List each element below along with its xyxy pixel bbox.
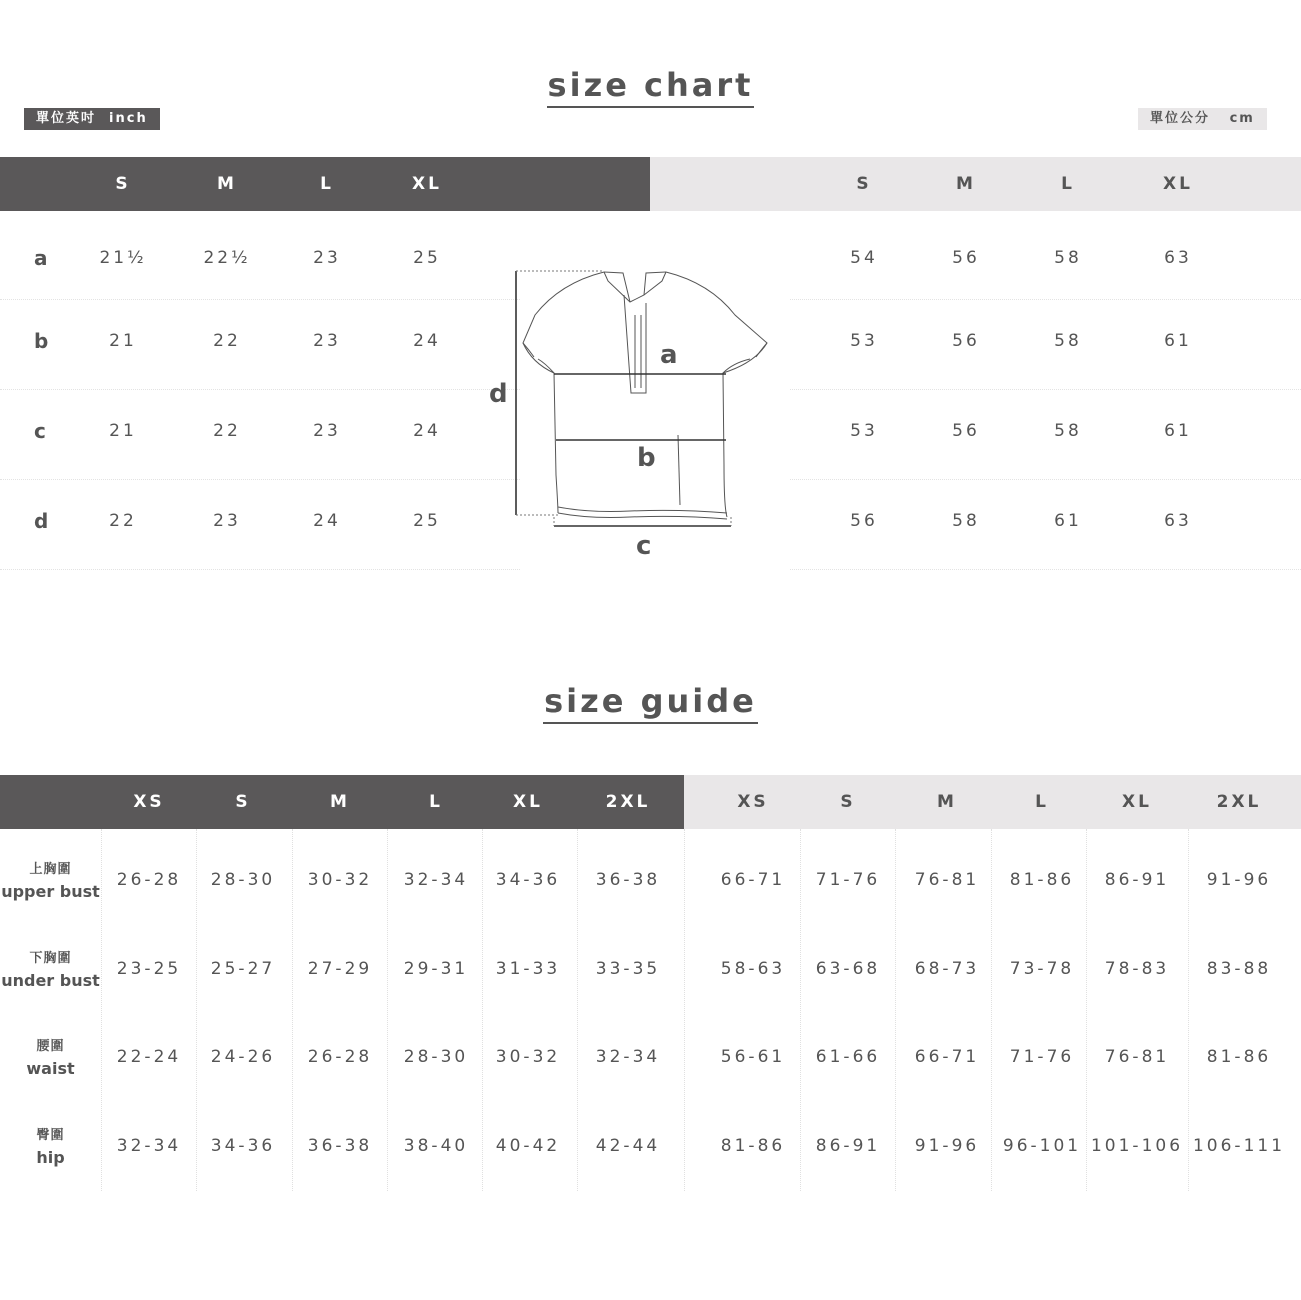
inch-size-header: M [217, 174, 237, 194]
unit-cm-badge: 單位公分 cm [1138, 108, 1267, 130]
chart-inch-cell: 23 [313, 421, 341, 441]
guide-inch-cell: 32-34 [595, 1047, 661, 1067]
guide-inch-cell: 26-28 [116, 870, 182, 890]
guide-inch-cell: 25-27 [210, 959, 276, 979]
guide-cm-size-header: S [840, 792, 856, 812]
guide-inch-size-header: XL [513, 792, 543, 812]
guide-row-label [0, 1124, 101, 1167]
chart-inch-cell: 22 [213, 421, 241, 441]
guide-cm-size-header: M [937, 792, 957, 812]
chart-inch-cell: 21½ [99, 248, 147, 268]
guide-inch-cell: 33-35 [595, 959, 661, 979]
chart-inch-cell: 21 [109, 331, 137, 351]
chart-cm-cell: 56 [850, 511, 878, 531]
guide-cm-cell: 68-73 [914, 959, 980, 979]
guide-inch-cell: 32-34 [403, 870, 469, 890]
chart-cm-cell: 61 [1164, 421, 1192, 441]
guide-row-label [0, 858, 101, 901]
guide-row-label-en: hip [36, 1148, 65, 1167]
guide-row-label-zh: 下胸圍 [29, 951, 72, 966]
row-divider [0, 389, 520, 390]
guide-inch-cell: 28-30 [403, 1047, 469, 1067]
row-divider [790, 299, 1301, 300]
inch-size-header: XL [412, 174, 442, 194]
cm-size-header: XL [1163, 174, 1193, 194]
guide-cm-cell: 78-83 [1104, 959, 1170, 979]
guide-inch-cell: 32-34 [116, 1136, 182, 1156]
guide-row-label-en: waist [26, 1059, 75, 1078]
chart-row-label: b [34, 329, 49, 353]
guide-row-label-zh: 臀圍 [36, 1128, 65, 1143]
inch-size-header: L [320, 174, 334, 194]
guide-inch-size-header: M [330, 792, 350, 812]
chart-inch-cell: 22 [109, 511, 137, 531]
diagram-label-d: d [489, 379, 508, 409]
chart-cm-cell: 63 [1164, 511, 1192, 531]
guide-cm-cell: 61-66 [815, 1047, 881, 1067]
guide-cm-cell: 66-71 [914, 1047, 980, 1067]
guide-cm-cell: 81-86 [720, 1136, 786, 1156]
guide-row-label [0, 947, 101, 990]
guide-cm-cell: 73-78 [1009, 959, 1075, 979]
guide-cm-cell: 106-111 [1192, 1136, 1286, 1156]
guide-cm-cell: 81-86 [1009, 870, 1075, 890]
guide-cm-cell: 91-96 [1206, 870, 1272, 890]
row-divider [790, 479, 1301, 480]
guide-cm-size-header: XS [737, 792, 769, 812]
guide-row-label-en: under bust [1, 971, 100, 990]
cm-size-header: L [1061, 174, 1075, 194]
guide-inch-size-header: S [235, 792, 251, 812]
chart-row-label: a [34, 246, 48, 270]
guide-cm-cell: 63-68 [815, 959, 881, 979]
guide-inch-cell: 28-30 [210, 870, 276, 890]
guide-inch-cell: 40-42 [495, 1136, 561, 1156]
chart-cm-cell: 53 [850, 421, 878, 441]
chart-cm-cell: 58 [1054, 421, 1082, 441]
guide-cm-cell: 66-71 [720, 870, 786, 890]
chart-inch-cell: 22 [213, 331, 241, 351]
guide-cm-cell: 71-76 [1009, 1047, 1075, 1067]
guide-cm-cell: 83-88 [1206, 959, 1272, 979]
guide-cm-cell: 58-63 [720, 959, 786, 979]
diagram-label-b: b [637, 443, 656, 473]
guide-inch-cell: 30-32 [307, 870, 373, 890]
chart-cm-cell: 61 [1054, 511, 1082, 531]
guide-inch-cell: 27-29 [307, 959, 373, 979]
guide-inch-cell: 36-38 [307, 1136, 373, 1156]
chart-inch-cell: 24 [413, 421, 441, 441]
garment-diagram [480, 255, 790, 575]
guide-inch-cell: 26-28 [307, 1047, 373, 1067]
row-divider [790, 389, 1301, 390]
guide-row-label-en: upper bust [1, 882, 100, 901]
guide-inch-cell: 22-24 [116, 1047, 182, 1067]
guide-cm-cell: 96-101 [1002, 1136, 1082, 1156]
chart-row-label: c [34, 419, 46, 443]
guide-cm-cell: 76-81 [1104, 1047, 1170, 1067]
chart-inch-cell: 23 [213, 511, 241, 531]
chart-inch-cell: 25 [413, 511, 441, 531]
chart-row-label: d [34, 509, 49, 533]
guide-inch-cell: 34-36 [495, 870, 561, 890]
guide-inch-cell: 23-25 [116, 959, 182, 979]
guide-cm-cell: 91-96 [914, 1136, 980, 1156]
chart-cm-cell: 56 [952, 248, 980, 268]
chart-cm-cell: 56 [952, 421, 980, 441]
guide-cm-size-header: XL [1122, 792, 1152, 812]
guide-cm-cell: 56-61 [720, 1047, 786, 1067]
guide-row-label [0, 1035, 101, 1078]
guide-cm-cell: 86-91 [1104, 870, 1170, 890]
chart-cm-cell: 58 [1054, 331, 1082, 351]
guide-cm-cell: 101-106 [1090, 1136, 1184, 1156]
chart-cm-cell: 58 [1054, 248, 1082, 268]
guide-inch-cell: 42-44 [595, 1136, 661, 1156]
guide-cm-cell: 86-91 [815, 1136, 881, 1156]
cm-size-header: S [856, 174, 872, 194]
guide-inch-size-header: 2XL [605, 792, 651, 812]
chart-cm-cell: 63 [1164, 248, 1192, 268]
diagram-label-c: c [636, 531, 652, 561]
guide-inch-cell: 24-26 [210, 1047, 276, 1067]
guide-row-label-zh: 上胸圍 [29, 862, 72, 877]
guide-inch-cell: 36-38 [595, 870, 661, 890]
guide-inch-cell: 38-40 [403, 1136, 469, 1156]
guide-cm-size-header: L [1035, 792, 1049, 812]
guide-cm-size-header: 2XL [1216, 792, 1262, 812]
chart-inch-cell: 22½ [203, 248, 251, 268]
cm-size-header: M [956, 174, 976, 194]
chart-inch-cell: 25 [413, 248, 441, 268]
row-divider [0, 569, 520, 570]
chart-cm-cell: 61 [1164, 331, 1192, 351]
guide-inch-size-header: L [429, 792, 443, 812]
unit-inch-badge: 單位英吋 inch [24, 108, 160, 130]
chart-cm-cell: 56 [952, 331, 980, 351]
inch-size-header: S [115, 174, 131, 194]
guide-inch-cell: 30-32 [495, 1047, 561, 1067]
chart-cm-cell: 58 [952, 511, 980, 531]
chart-inch-cell: 23 [313, 331, 341, 351]
row-divider [790, 569, 1301, 570]
guide-cm-cell: 71-76 [815, 870, 881, 890]
diagram-label-a: a [660, 340, 678, 370]
column-divider [684, 829, 685, 1191]
chart-cm-cell: 54 [850, 248, 878, 268]
guide-cm-cell: 81-86 [1206, 1047, 1272, 1067]
guide-row-label-zh: 腰圍 [36, 1039, 65, 1054]
guide-inch-cell: 34-36 [210, 1136, 276, 1156]
row-divider [0, 299, 520, 300]
chart-inch-cell: 21 [109, 421, 137, 441]
guide-inch-size-header: XS [133, 792, 165, 812]
chart-inch-cell: 24 [313, 511, 341, 531]
guide-cm-cell: 76-81 [914, 870, 980, 890]
size-chart-title: size chart [0, 66, 1301, 108]
chart-inch-cell: 24 [413, 331, 441, 351]
guide-inch-cell: 29-31 [403, 959, 469, 979]
row-divider [0, 479, 520, 480]
chart-cm-cell: 53 [850, 331, 878, 351]
size-guide-title: size guide [0, 682, 1301, 724]
chart-inch-cell: 23 [313, 248, 341, 268]
guide-inch-cell: 31-33 [495, 959, 561, 979]
